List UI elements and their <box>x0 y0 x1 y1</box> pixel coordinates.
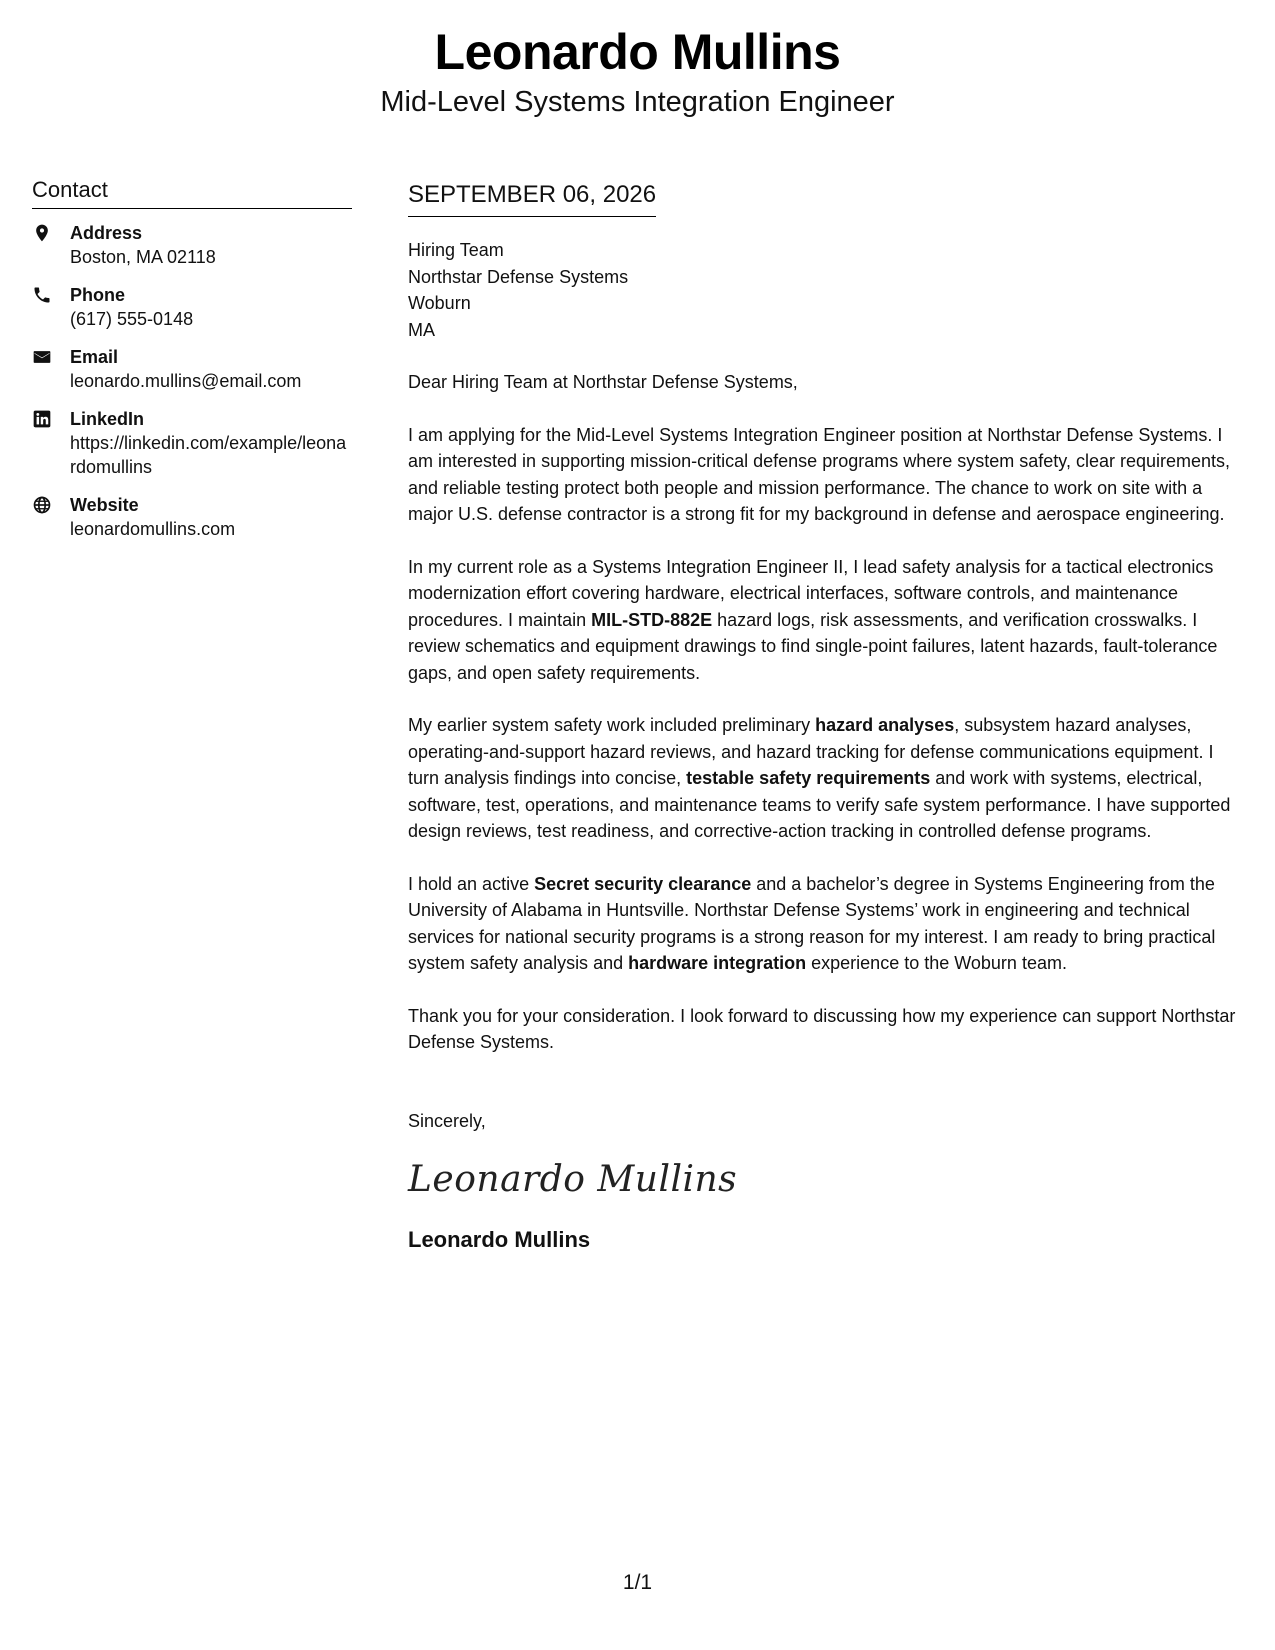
date-block <box>408 180 656 217</box>
recipient-line: Northstar Defense Systems <box>408 266 629 287</box>
recipient-line: Hiring Team <box>408 240 504 260</box>
paragraph <box>408 712 1248 845</box>
contact-value: leonardo.mullins@email.com <box>70 371 302 391</box>
contact-item-linkedin <box>32 407 352 479</box>
paragraph-text: In my current role as a Systems Integration Engineer II, I lead safety analysis for a tactical electronics modernization effort covering hardware, electrical interfaces, software controls, and maintenance procedures. I maintain <box>408 556 1214 630</box>
paragraph <box>408 554 1248 687</box>
letter-date: SEPTEMBER 06, 2026 <box>408 181 657 208</box>
letter-body <box>408 180 1248 1254</box>
paragraph <box>408 871 1248 977</box>
paragraph-emphasis: testable safety requirements <box>686 768 931 788</box>
recipient-line: Woburn <box>408 293 471 313</box>
job-title: Mid-Level Systems Integration Engineer <box>380 86 895 118</box>
paragraph <box>408 422 1248 528</box>
phone-icon <box>32 283 70 305</box>
contact-item-address <box>32 221 352 269</box>
contact-item-website <box>32 493 352 541</box>
recipient-block <box>408 237 1248 343</box>
paragraph-emphasis: hazard analyses <box>815 715 955 735</box>
paragraph-text: and a bachelor’s degree in Systems Engineering from the University of Alabama in Huntsville. Northstar Defense Systems’ work in engineering and technical services for national security programs is a strong reason for my interest. I am ready to bring practical system safety analysis and <box>408 873 1216 973</box>
contact-label: Email <box>70 347 119 367</box>
contact-section-title: Contact <box>32 176 352 209</box>
signature: Leonardo Mullins <box>408 1159 738 1200</box>
contact-link[interactable]: leonardomullins.com <box>70 519 236 539</box>
contact-value: (617) 555-0148 <box>70 309 194 329</box>
paragraph-text: Thank you for your consideration. I look forward to discussing how my experience can support Northstar Defense Systems. <box>408 1005 1236 1052</box>
paragraph-text: and work with systems, electrical, software, test, operations, and maintenance teams to verify safe system performance. I have supported design reviews, test readiness, and corrective-action tracking in controlled defense programs. <box>408 768 1231 841</box>
paragraph-text: experience to the Woburn team. <box>806 953 1067 973</box>
map-pin-icon <box>32 221 70 243</box>
paragraph-text: I am applying for the Mid-Level Systems Integration Engineer position at Northstar Defense Systems. I am interested in supporting mission-critical defense programs where system safety, clear requirements, and reliable testing protect both people and mission performance. The chance to work on site with a major U.S. defense contractor is a strong fit for my background in defense and aerospace engineering. <box>408 424 1231 524</box>
signer-name: Leonardo Mullins <box>408 1227 591 1252</box>
applicant-name: Leonardo Mullins <box>434 24 841 80</box>
paragraph-text: , subsystem hazard analyses, operating-and-support hazard reviews, and hazard tracking for defense communications equipment. I turn analysis findings into concise, <box>408 715 1214 788</box>
contact-label: Phone <box>70 285 126 305</box>
recipient-line: MA <box>408 319 435 340</box>
closing: Sincerely, <box>408 1110 486 1131</box>
contact-item-email <box>32 345 352 393</box>
contact-label: Address <box>70 223 143 243</box>
contact-link[interactable]: https://linkedin.com/example/leonardomullins <box>70 433 347 477</box>
contact-value: Boston, MA 02118 <box>70 247 216 267</box>
paragraph <box>408 1003 1248 1056</box>
paragraph-text: My earlier system safety work included preliminary <box>408 715 816 735</box>
contact-sidebar <box>32 176 352 555</box>
letter-header <box>0 20 1275 120</box>
paragraph-text: I hold an active <box>408 873 535 894</box>
contact-item-phone <box>32 283 352 331</box>
contact-label: LinkedIn <box>70 409 145 429</box>
salutation: Dear Hiring Team at Northstar Defense Systems, <box>408 372 798 392</box>
paragraph-text: hazard logs, risk assessments, and verification crosswalks. I review schematics and equipment drawings to find single-point failures, latent hazards, fault-tolerance gaps, and open safety requirements. <box>408 609 1218 683</box>
paragraph-emphasis: hardware integration <box>628 953 807 973</box>
paragraph-emphasis: Secret security clearance <box>534 873 752 894</box>
paragraph-emphasis: MIL-STD-882E <box>591 609 713 630</box>
page-number: 1/1 <box>622 1571 653 1594</box>
envelope-icon <box>32 345 70 367</box>
linkedin-icon <box>32 407 70 429</box>
contact-label: Website <box>70 495 139 515</box>
globe-icon <box>32 493 70 515</box>
